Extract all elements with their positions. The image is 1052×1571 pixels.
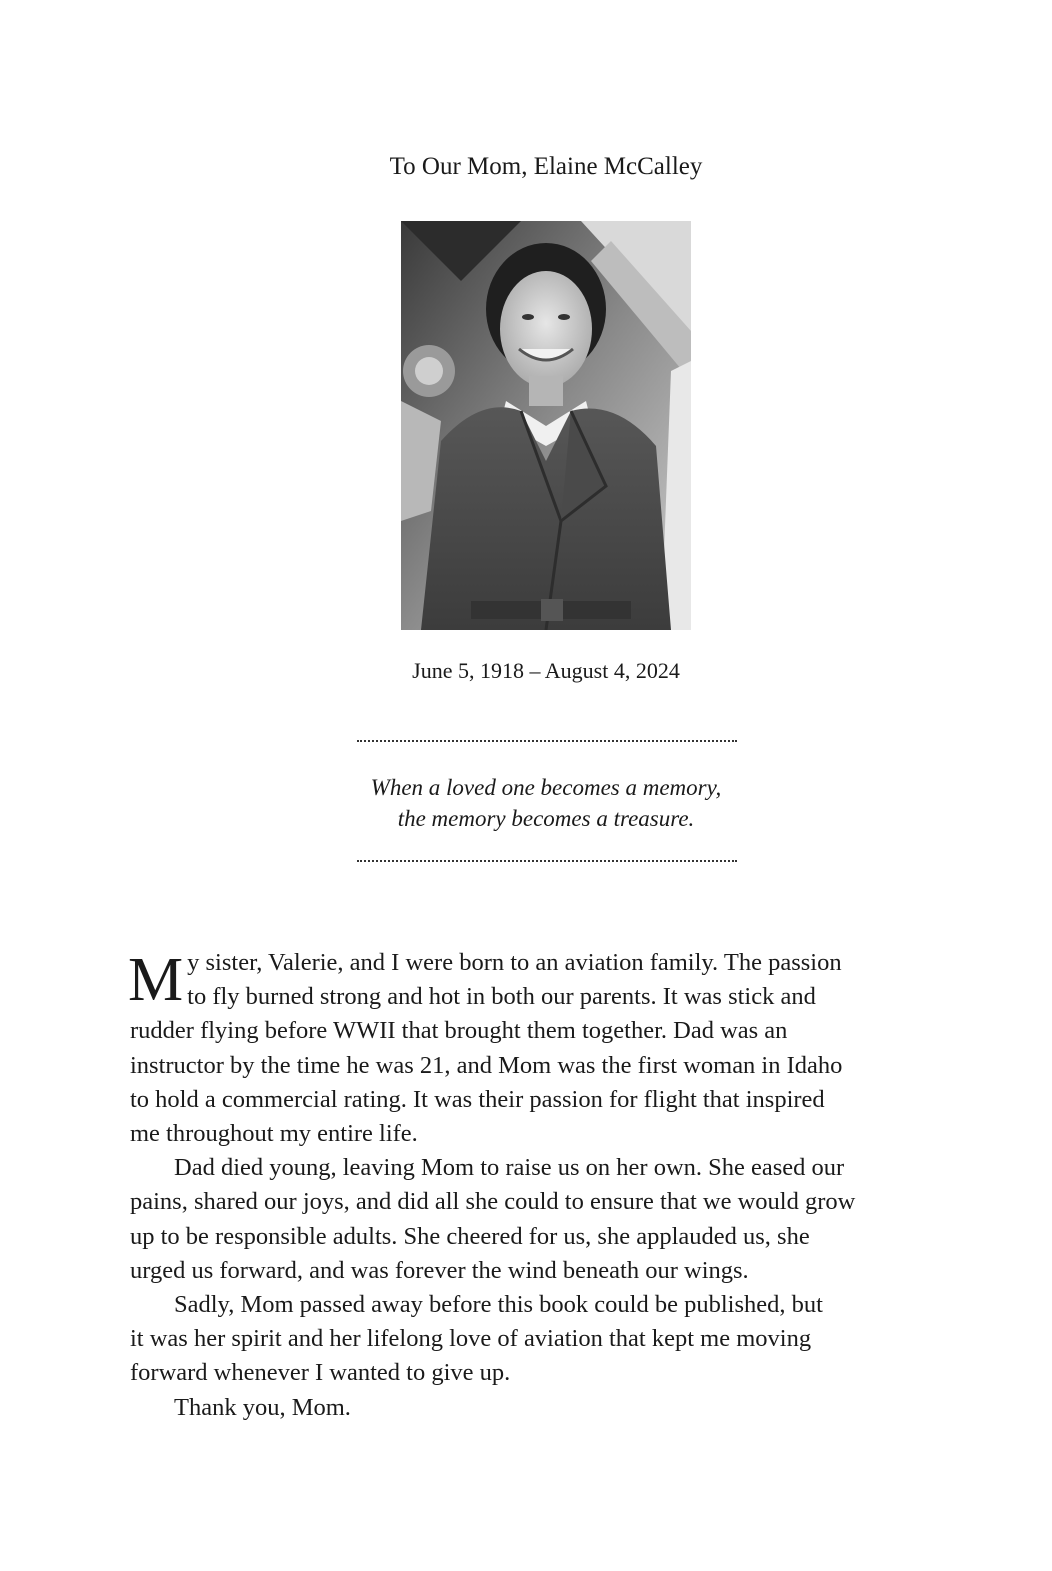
body-line: instructor by the time he was 21, and Mom was the first woman in Idaho [130, 1051, 843, 1079]
drop-cap: M [128, 946, 184, 1014]
body-line: it was her spirit and her lifelong love of aviation that kept me moving [130, 1325, 812, 1353]
dotted-divider-top [357, 740, 737, 742]
body-line: pains, shared our joys, and did all she could to ensure that we would grow [130, 1188, 856, 1216]
body-line: up to be responsible adults. She cheered for us, she applauded us, she [130, 1222, 810, 1250]
paragraph-1 [130, 946, 960, 1151]
memorial-quote [0, 772, 1052, 834]
body-line: Sadly, Mom passed away before this book could be published, but [174, 1291, 823, 1319]
paragraph-3 [130, 1288, 960, 1391]
quote-line-1: When a loved one becomes a memory, [370, 775, 722, 800]
portrait-illustration [401, 221, 691, 630]
body-line: me throughout my entire life. [130, 1120, 418, 1148]
body-line: y sister, Valerie, and I were born to an aviation family. The passion [187, 949, 842, 976]
body-line: to hold a commercial rating. It was their passion for flight that inspired [130, 1085, 825, 1113]
paragraph-2 [130, 1151, 960, 1288]
dedication-title: To Our Mom, Elaine McCalley [389, 153, 703, 180]
dotted-divider-bottom [357, 860, 737, 862]
body-line: forward whenever I wanted to give up. [130, 1359, 511, 1387]
life-dates: June 5, 1918 – August 4, 2024 [412, 658, 680, 683]
body-line: to fly burned strong and hot in both our parents. It was stick and [187, 983, 816, 1011]
body-line: urged us forward, and was forever the wind beneath our wings. [130, 1256, 749, 1284]
body-line: Dad died young, leaving Mom to raise us on her own. She eased our [174, 1154, 845, 1182]
portrait-photo [401, 221, 691, 630]
paragraph-4 [130, 1391, 960, 1425]
dedication-body [130, 946, 960, 1425]
body-line: rudder flying before WWII that brought them together. Dad was an [130, 1017, 788, 1045]
quote-line-2: the memory becomes a treasure. [397, 806, 695, 831]
body-line: Thank you, Mom. [174, 1393, 351, 1421]
